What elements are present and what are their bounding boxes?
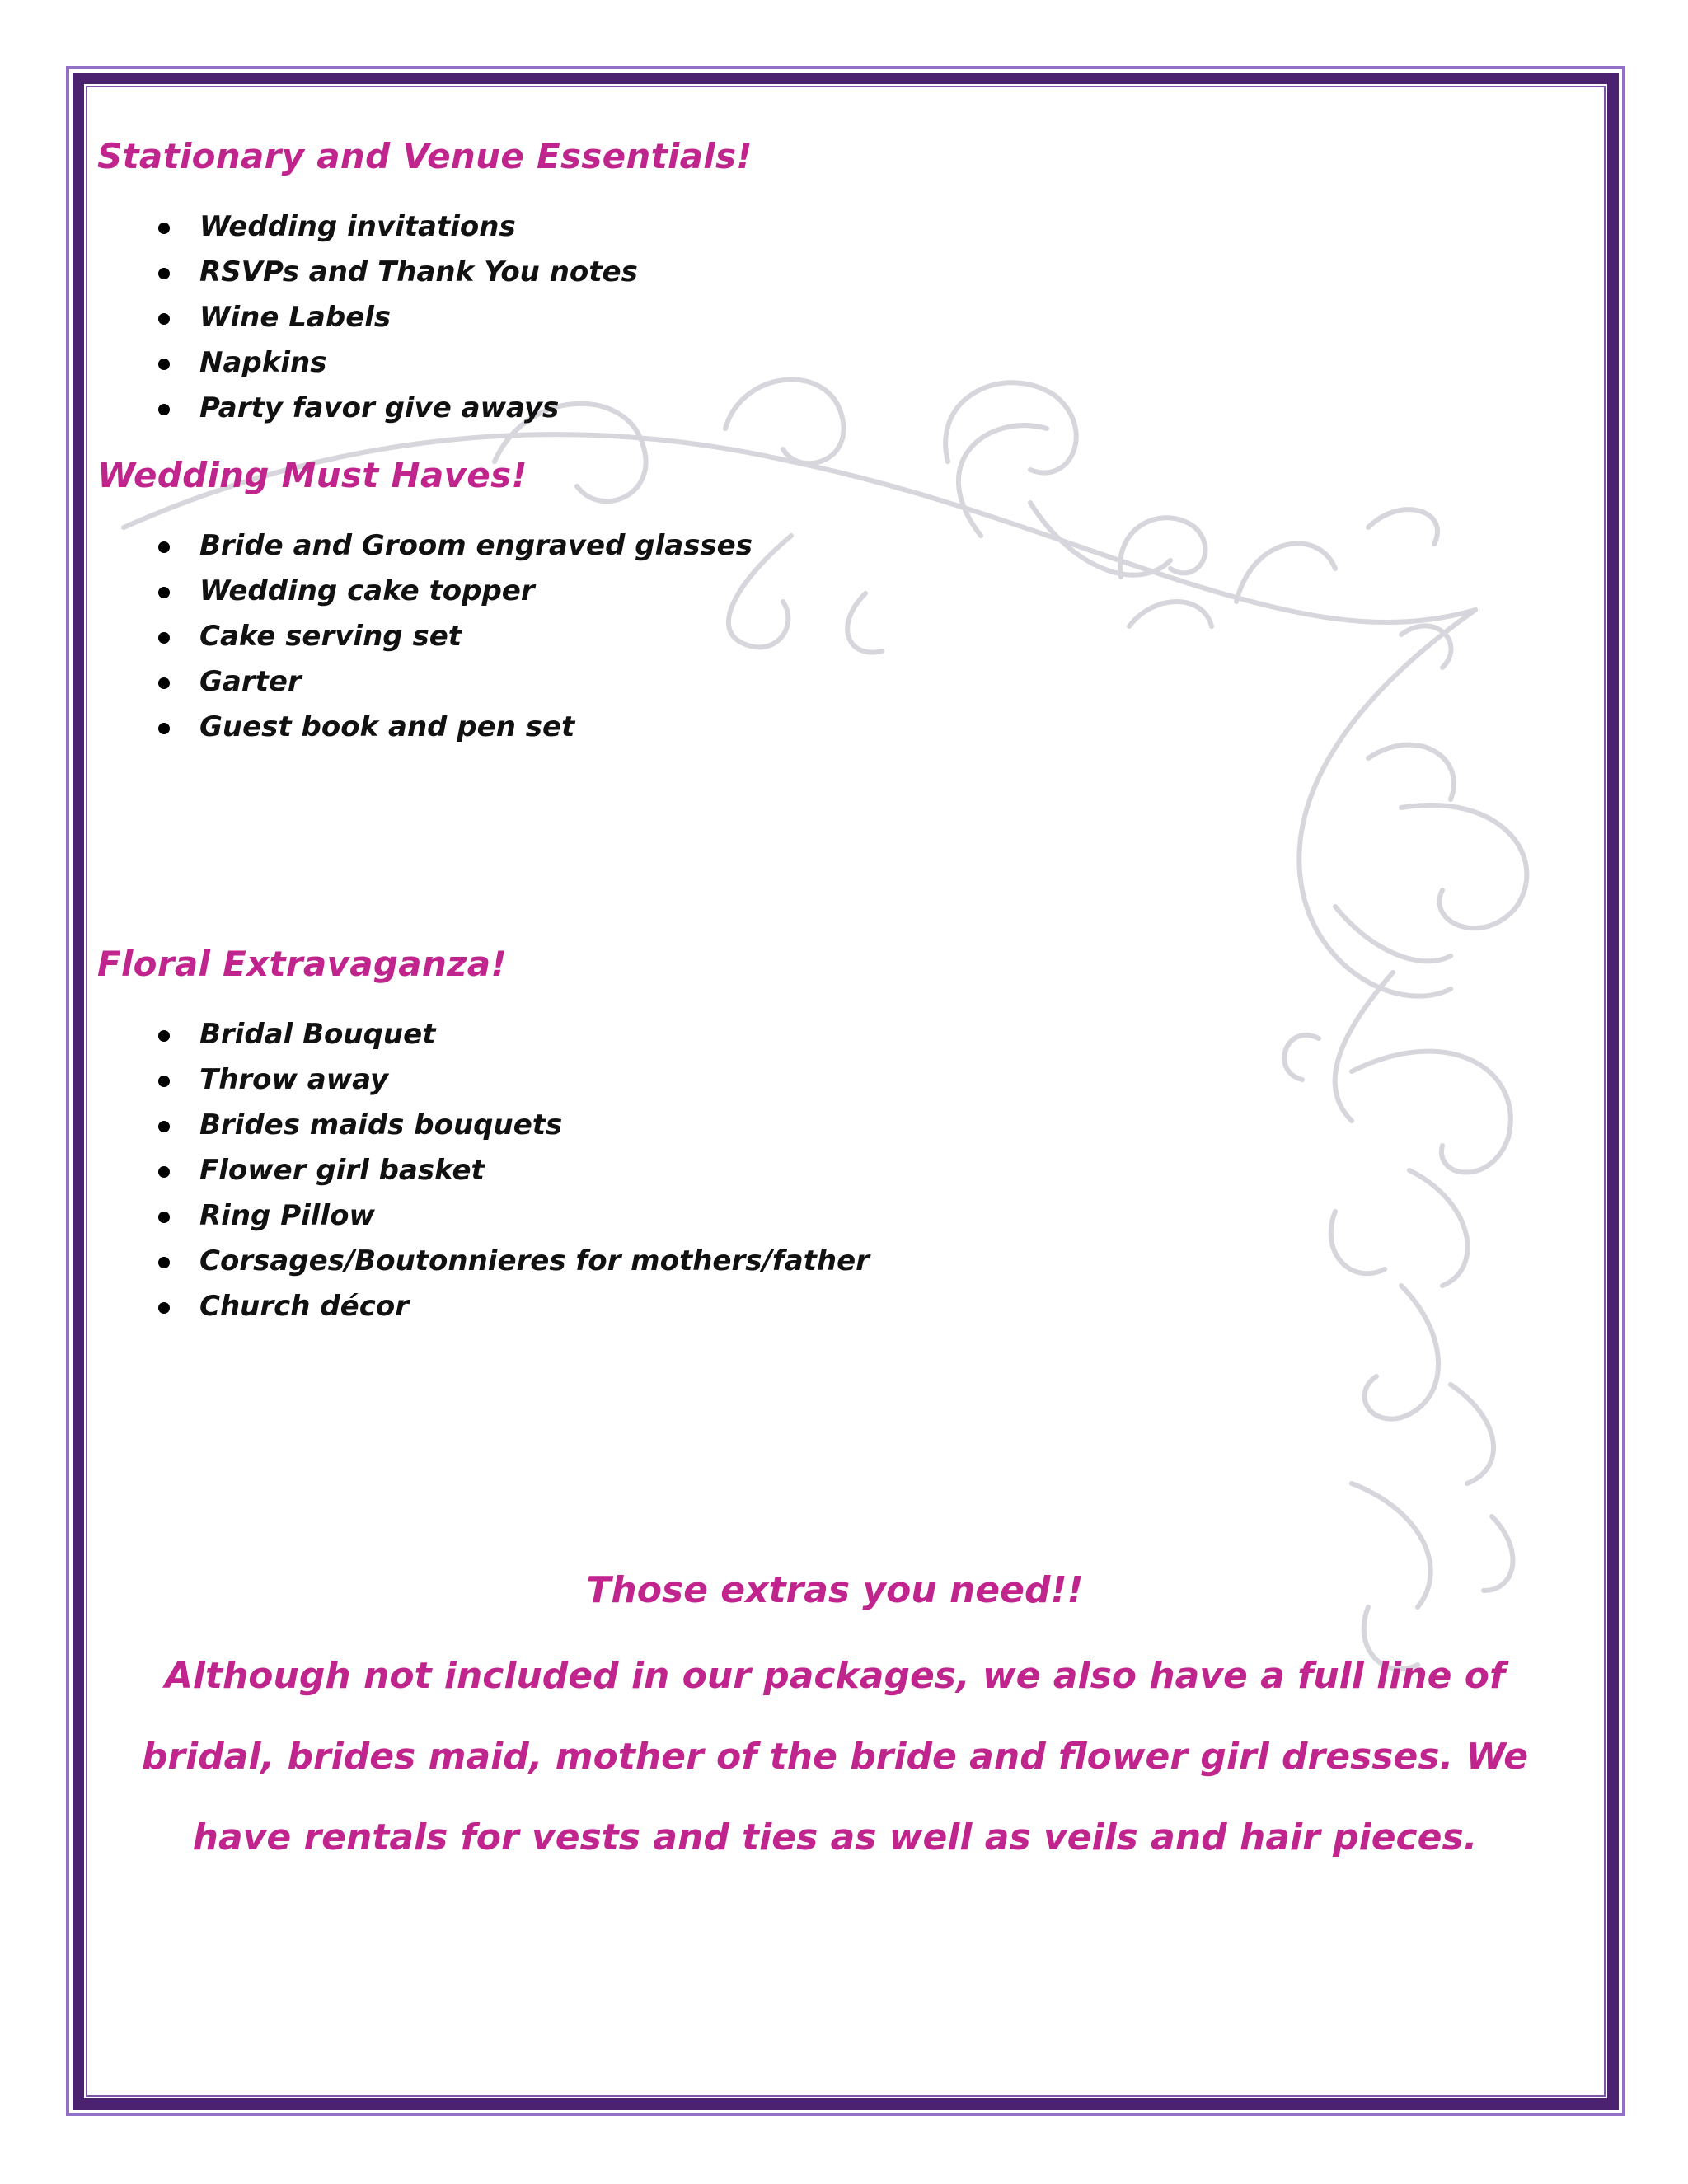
list-item: Wedding cake topper bbox=[97, 569, 1573, 614]
list-item: RSVPs and Thank You notes bbox=[97, 250, 1573, 295]
extras-title: Those extras you need!! bbox=[586, 1569, 1084, 1611]
list-item: Napkins bbox=[97, 340, 1573, 386]
list-item: Flower girl basket bbox=[97, 1148, 1573, 1193]
list-floral bbox=[97, 1012, 1573, 1329]
list-stationary bbox=[97, 204, 1573, 431]
list-item: Bridal Bouquet bbox=[97, 1012, 1573, 1057]
extras-body: Although not included in our packages, we also have a full line of bridal, brides maid, mother of the bride and flower girl dresses. We have rentals for vests and ties as well as veils and hair pieces. bbox=[141, 1655, 1529, 1858]
list-item: Wedding invitations bbox=[97, 204, 1573, 250]
list-item: Guest book and pen set bbox=[97, 705, 1573, 750]
list-item: Party favor give aways bbox=[97, 386, 1573, 431]
list-must-haves bbox=[97, 523, 1573, 750]
section-heading-must-haves: Wedding Must Haves! bbox=[97, 455, 528, 495]
list-item: Wine Labels bbox=[97, 295, 1573, 340]
checklist-content bbox=[97, 132, 1573, 1329]
section-heading-floral: Floral Extravaganza! bbox=[97, 944, 507, 984]
list-item: Brides maids bouquets bbox=[97, 1103, 1573, 1148]
list-item: Church décor bbox=[97, 1284, 1573, 1329]
list-item: Garter bbox=[97, 659, 1573, 705]
list-item: Corsages/Boutonnieres for mothers/father bbox=[97, 1239, 1573, 1284]
section-heading-stationary: Stationary and Venue Essentials! bbox=[97, 136, 753, 176]
list-item: Bride and Groom engraved glasses bbox=[97, 523, 1573, 569]
list-item: Ring Pillow bbox=[97, 1193, 1573, 1239]
list-item: Cake serving set bbox=[97, 614, 1573, 659]
list-item: Throw away bbox=[97, 1057, 1573, 1103]
